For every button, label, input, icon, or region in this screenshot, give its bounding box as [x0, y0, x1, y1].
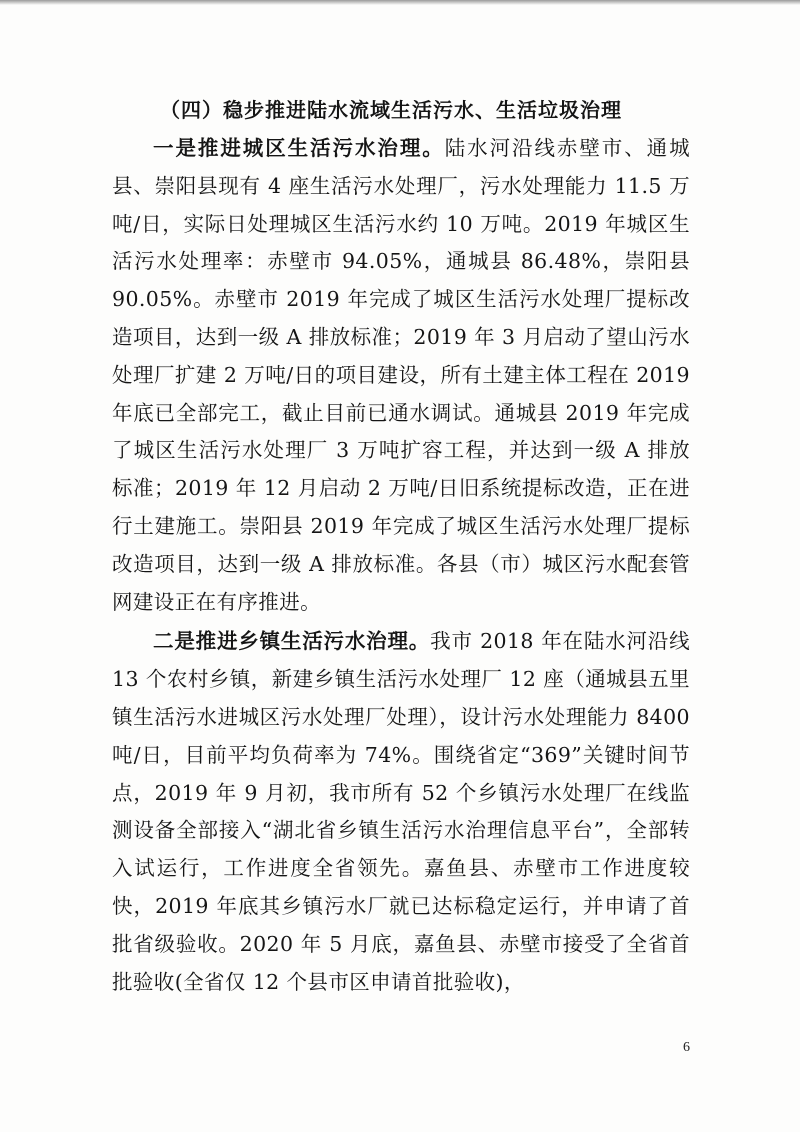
- paragraph-urban-sewage: [112, 130, 690, 621]
- paragraph-text: 我市 2018 年在陆水河沿线 13 个农村乡镇，新建乡镇生活污水处理厂 12 座（通城县五里镇生活污水进城区污水处理厂处理），设计污水处理能力 8400 吨/日，目前平均负荷率为 74%。围绕省定“369”关键时间节点，2019 年 9 月初，我市所有 52 个乡镇污水处理厂在线监测设备全部接入“湖北省乡镇生活污水治理信息平台”，全部转入试运行，工作进度全省领先。嘉鱼县、赤壁市工作进度较快，2019 年底其乡镇污水厂就已达标稳定运行，并申请了首批省级验收。2020 年 5 月底，嘉鱼县、赤壁市接受了全省首批验收(全省仅 12 个县市区申请首批验收)，: [112, 629, 690, 994]
- paragraph-lead: 一是推进城区生活污水治理。: [153, 136, 445, 160]
- paragraph-text: 陆水河沿线赤壁市、通城县、崇阳县现有 4 座生活污水处理厂，污水处理能力 11.5 万吨/日，实际日处理城区生活污水约 10 万吨。2019 年城区生活污水处理率：赤壁市 94.05%，通城县 86.48%，崇阳县 90.05%。赤壁市 2019 年完成了城区生活污水处理厂提标改造项目，达到一级 A 排放标准；2019 年 3 月启动了望山污水处理厂扩建 2 万吨/日的项目建设，所有土建主体工程在 2019 年底已全部完工，截止目前已通水调试。通城县 2019 年完成了城区生活污水处理厂 3 万吨扩容工程，并达到一级 A 排放标准；2019 年 12 月启动 2 万吨/日旧系统提标改造，正在进行土建施工。崇阳县 2019 年完成了城区生活污水处理厂提标改造项目，达到一级 A 排放标准。各县（市）城区污水配套管网建设正在有序推进。: [112, 136, 690, 614]
- paragraph-town-sewage: [112, 623, 690, 1001]
- paragraph-lead: 二是推进乡镇生活污水治理。: [153, 629, 431, 654]
- section-heading: （四）稳步推进陆水流域生活污水、生活垃圾治理: [160, 98, 622, 122]
- page-number: 6: [683, 1040, 690, 1055]
- scan-top-edge: [0, 0, 800, 5]
- document-body: [112, 92, 690, 1001]
